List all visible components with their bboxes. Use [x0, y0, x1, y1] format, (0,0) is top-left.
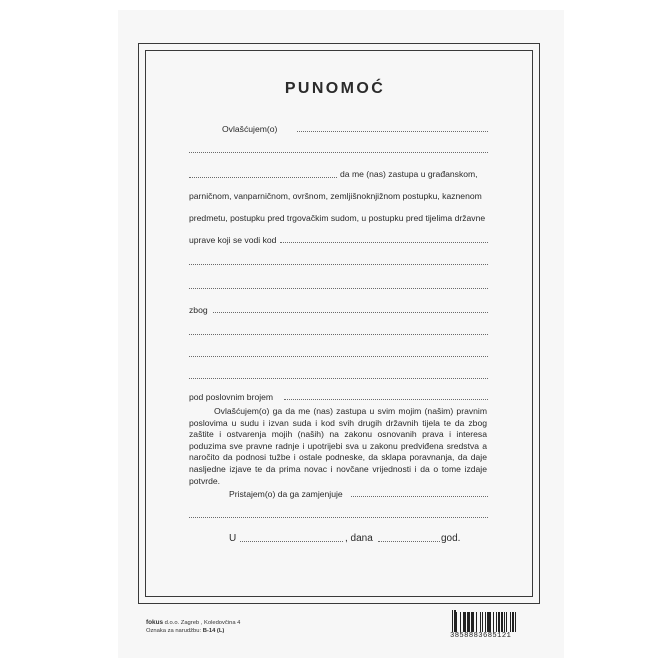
authority-field[interactable]: [280, 242, 488, 243]
reason-field-2[interactable]: [189, 334, 488, 335]
barcode-bar: [516, 610, 518, 632]
publisher-brand: fokus: [146, 619, 164, 626]
authority-label: uprave koji se vodi kod: [189, 235, 277, 245]
authorizer-label: Ovlašćujem(o): [222, 124, 278, 134]
authorizer-field[interactable]: [297, 131, 488, 132]
order-code-line: [146, 628, 224, 634]
proceedings-text-2: predmetu, postupku pred trgovačkim sudom, u postupku pred tijelima državne: [189, 213, 486, 223]
publisher-info: [146, 619, 240, 626]
date-field[interactable]: [378, 541, 440, 542]
attorney-field[interactable]: [189, 177, 337, 178]
reason-field-4[interactable]: [189, 378, 488, 379]
barcode-number: 3858883685121: [450, 632, 512, 640]
case-number-label: pod poslovnim brojem: [189, 392, 274, 402]
authorization-paragraph: [189, 406, 487, 487]
substitute-field[interactable]: [351, 496, 488, 497]
authority-field-3[interactable]: [189, 288, 488, 289]
reason-field[interactable]: [213, 312, 488, 313]
inner-border: [145, 50, 533, 597]
authorizer-field-2[interactable]: [189, 152, 488, 153]
place-field[interactable]: [240, 541, 343, 542]
publisher-address: d.o.o. Zagreb , Koledovčina 4: [164, 620, 241, 626]
barcode-icon: [452, 612, 560, 632]
authority-field-2[interactable]: [189, 264, 488, 265]
year-label: god.: [441, 533, 461, 544]
substitute-field-2[interactable]: [189, 517, 488, 518]
representation-text: da me (nas) zastupa u građanskom,: [340, 169, 478, 179]
place-label: U: [229, 533, 237, 544]
proceedings-text-1: parničnom, vanparničnom, ovršnom, zemljišnoknjižnom postupku, kaznenom: [189, 191, 482, 201]
document-title: PUNOMOĆ: [284, 80, 386, 97]
order-code: B-14 (L): [202, 628, 225, 634]
authorization-text: Ovlašćujem(o) ga da me (nas) zastupa u svim mojim (našim) pravnim poslovima u sudu i izvan suda i kod svih drugih državnih tijela te da zbog zaštite i ostvarenja mojih (naših) na zakonu osnovanih prava i interesa poduzima sve pravne radnje i upotrijebi sva u zakonu predviđena sredstva a naročito da podnosi tužbe i ostale podneske, da sklapa poravnanja, da daje nasljedne izjave te da prima novac i novčane vrijednosti i da o tome izdaje potvrde.: [189, 406, 487, 486]
reason-field-3[interactable]: [189, 356, 488, 357]
date-label: , dana: [345, 533, 373, 544]
case-number-field[interactable]: [284, 399, 488, 400]
substitute-label: Pristajem(o) da ga zamjenjuje: [229, 489, 343, 499]
reason-label: zbog: [189, 305, 208, 315]
order-code-label: Oznaka za narudžbu:: [146, 628, 202, 634]
